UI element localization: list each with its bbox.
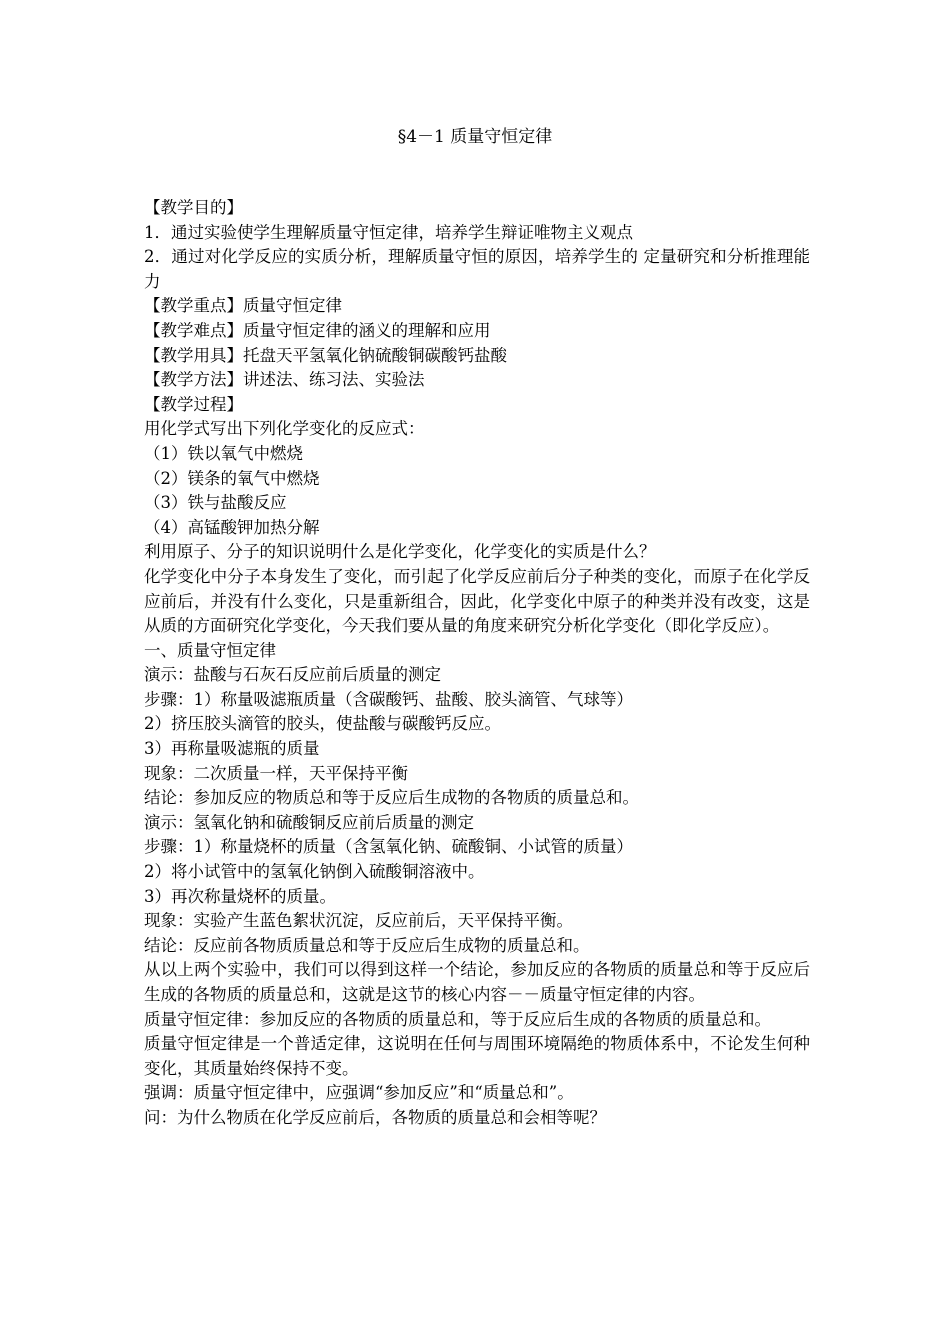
paragraph: 化学变化中分子本身发生了变化，而引起了化学反应前后分子种类的变化，而原子在化学反应前后，并没有什么变化，只是重新组合，因此，化学变化中原子的种类并没有改变，这是从质的方面研究化学变化，今天我们要从量的角度来研究分析化学变化（即化学反应）。 (144, 566, 810, 636)
paragraph: （1）铁以氧气中燃烧 (144, 443, 303, 463)
paragraph: 利用原子、分子的知识说明什么是化学变化，化学变化的实质是什么？ (144, 542, 656, 562)
paragraph: （2）镁条的氧气中燃烧 (144, 468, 320, 488)
paragraph: 【教学重点】质量守恒定律 (144, 296, 342, 316)
paragraph: 质量守恒定律是一个普适定律，这说明在任何与周围环境隔绝的物质体系中，不论发生何种变化，其质量始终保持不变。 (144, 1034, 810, 1078)
paragraph: （4）高锰酸钾加热分解 (144, 517, 320, 537)
paragraph: 步骤：1）称量吸滤瓶质量（含碳酸钙、盐酸、胶头滴管、气球等） (144, 689, 633, 709)
paragraph: 2）挤压胶头滴管的胶头，使盐酸与碳酸钙反应。 (144, 714, 501, 734)
paragraph: 演示：盐酸与石灰石反应前后质量的测定 (144, 665, 441, 685)
paragraph: 演示：氢氧化钠和硫酸铜反应前后质量的测定 (144, 812, 474, 832)
paragraph: 用化学式写出下列化学变化的反应式： (144, 419, 425, 439)
paragraph: （3）铁与盐酸反应 (144, 493, 287, 513)
paragraph: 3）再称量吸滤瓶的质量 (144, 739, 320, 759)
paragraph: 【教学用具】托盘天平氢氧化钠硫酸铜碳酸钙盐酸 (144, 345, 507, 365)
paragraph: 1．通过实验使学生理解质量守恒定律，培养学生辩证唯物主义观点 (144, 222, 633, 242)
paragraph: 质量守恒定律：参加反应的各物质的质量总和，等于反应后生成的各物质的质量总和。 (144, 1009, 771, 1029)
page-title: §4－1 质量守恒定律 (397, 127, 553, 147)
paragraph: 【教学难点】质量守恒定律的涵义的理解和应用 (144, 320, 491, 340)
document-body (144, 196, 810, 1131)
paragraph: 强调：质量守恒定律中，应强调“参加反应”和“质量总和”。 (144, 1083, 574, 1103)
paragraph: 现象：实验产生蓝色絮状沉淀，反应前后，天平保持平衡。 (144, 911, 573, 931)
paragraph: 现象：二次质量一样，天平保持平衡 (144, 763, 408, 783)
paragraph: 【教学方法】讲述法、练习法、实验法 (144, 370, 425, 390)
paragraph: 结论：参加反应的物质总和等于反应后生成物的各物质的质量总和。 (144, 788, 639, 808)
paragraph: 3）再次称量烧杯的质量。 (144, 886, 336, 906)
paragraph: 一、质量守恒定律 (144, 640, 276, 660)
paragraph: 【教学目的】 (144, 198, 243, 217)
paragraph: 问：为什么物质在化学反应前后，各物质的质量总和会相等呢？ (144, 1107, 606, 1127)
paragraph: 2．通过对化学反应的实质分析，理解质量守恒的原因，培养学生的 定量研究和分析推理能力 (144, 247, 810, 291)
paragraph: 步骤：1）称量烧杯的质量（含氢氧化钠、硫酸铜、小试管的质量） (144, 837, 633, 857)
paragraph: 2）将小试管中的氢氧化钠倒入硫酸铜溶液中。 (144, 862, 485, 882)
paragraph: 【教学过程】 (144, 394, 243, 414)
paragraph: 从以上两个实验中，我们可以得到这样一个结论，参加反应的各物质的质量总和等于反应后生成的各物质的质量总和，这就是这节的核心内容－－质量守恒定律的内容。 (144, 960, 810, 1004)
paragraph: 结论：反应前各物质质量总和等于反应后生成物的质量总和。 (144, 935, 590, 955)
